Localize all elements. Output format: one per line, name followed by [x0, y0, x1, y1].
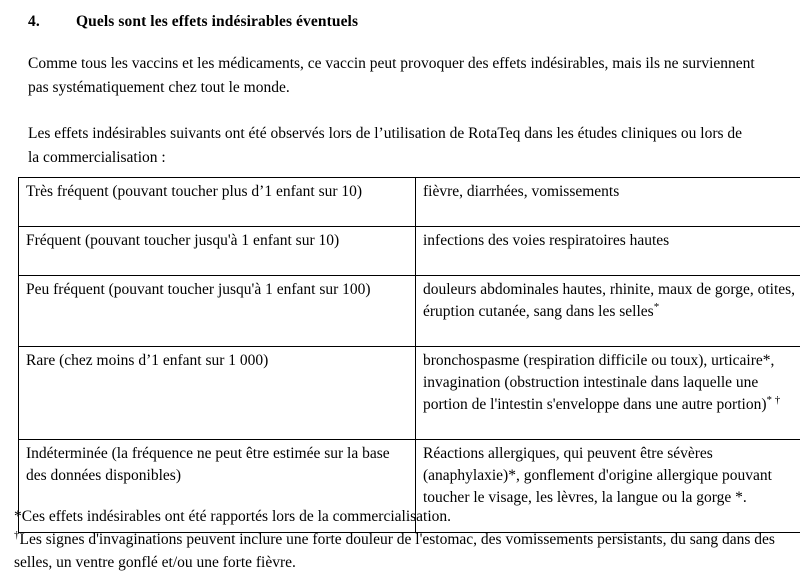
- intro-paragraph: Comme tous les vaccins et les médicaments, ce vaccin peut provoquer des effets indésirables, mais ils ne surviennent pas systématiquement chez tout le monde.: [28, 52, 768, 100]
- effects-footnote-marker: *: [654, 301, 660, 313]
- adverse-effects-table: [18, 177, 800, 533]
- footnote-dagger-marker: †: [14, 529, 20, 541]
- footnotes-block: [14, 505, 786, 574]
- effects-text: bronchospasme (respiration difficile ou toux), urticaire*, invagination (obstruction intestinale dans laquelle une portion de l'intestin s'enveloppe dans une autre portion): [423, 352, 774, 413]
- frequency-cell: [19, 227, 416, 276]
- frequency-text: Peu fréquent (pouvant toucher jusqu'à 1 enfant sur 100): [26, 281, 371, 298]
- frequency-text: Fréquent (pouvant toucher jusqu'à 1 enfant sur 10): [26, 232, 339, 249]
- effects-cell: [416, 227, 800, 276]
- section-number: 4.: [28, 12, 76, 32]
- footnote-star-marker: *: [14, 508, 22, 525]
- table-row: [19, 347, 800, 440]
- frequency-text: Indéterminée (la fréquence ne peut être estimée sur la base des données disponibles): [26, 445, 390, 484]
- effects-text: infections des voies respiratoires hautes: [423, 232, 669, 249]
- frequency-cell: [19, 347, 416, 440]
- table-row: [19, 276, 800, 347]
- effects-cell: [416, 178, 800, 227]
- frequency-cell: [19, 178, 416, 227]
- effects-text: douleurs abdominales hautes, rhinite, maux de gorge, otites, éruption cutanée, sang dans les selles: [423, 281, 795, 320]
- table-row: [19, 227, 800, 276]
- effects-footnote-marker: * †: [767, 394, 781, 406]
- effects-cell: [416, 276, 800, 347]
- effects-text: Réactions allergiques, qui peuvent être sévères (anaphylaxie)*, gonflement d'origine allergique pouvant toucher le visage, les lèvres, la langue ou la gorge *.: [423, 445, 772, 506]
- frequency-text: Rare (chez moins d’1 enfant sur 1 000): [26, 352, 268, 369]
- frequency-text: Très fréquent (pouvant toucher plus d’1 enfant sur 10): [26, 183, 362, 200]
- footnote-star: [14, 505, 786, 528]
- frequency-cell: [19, 276, 416, 347]
- table-row: [19, 178, 800, 227]
- section-title: Quels sont les effets indésirables éventuels: [76, 13, 358, 30]
- footnote-star-text: Ces effets indésirables ont été rapportés lors de la commercialisation.: [22, 508, 451, 525]
- footnote-dagger-text: Les signes d'invaginations peuvent inclure une forte douleur de l'estomac, des vomissements persistants, du sang dans des selles, un ventre gonflé et/ou une forte fièvre.: [14, 531, 775, 571]
- section-heading: [28, 12, 780, 32]
- effects-cell: [416, 347, 800, 440]
- footnote-dagger: [14, 528, 786, 574]
- effects-text: fièvre, diarrhées, vomissements: [423, 183, 619, 200]
- lead-paragraph: Les effets indésirables suivants ont été observés lors de l’utilisation de RotaTeq dans les études cliniques ou lors de la commercialisation :: [28, 122, 748, 170]
